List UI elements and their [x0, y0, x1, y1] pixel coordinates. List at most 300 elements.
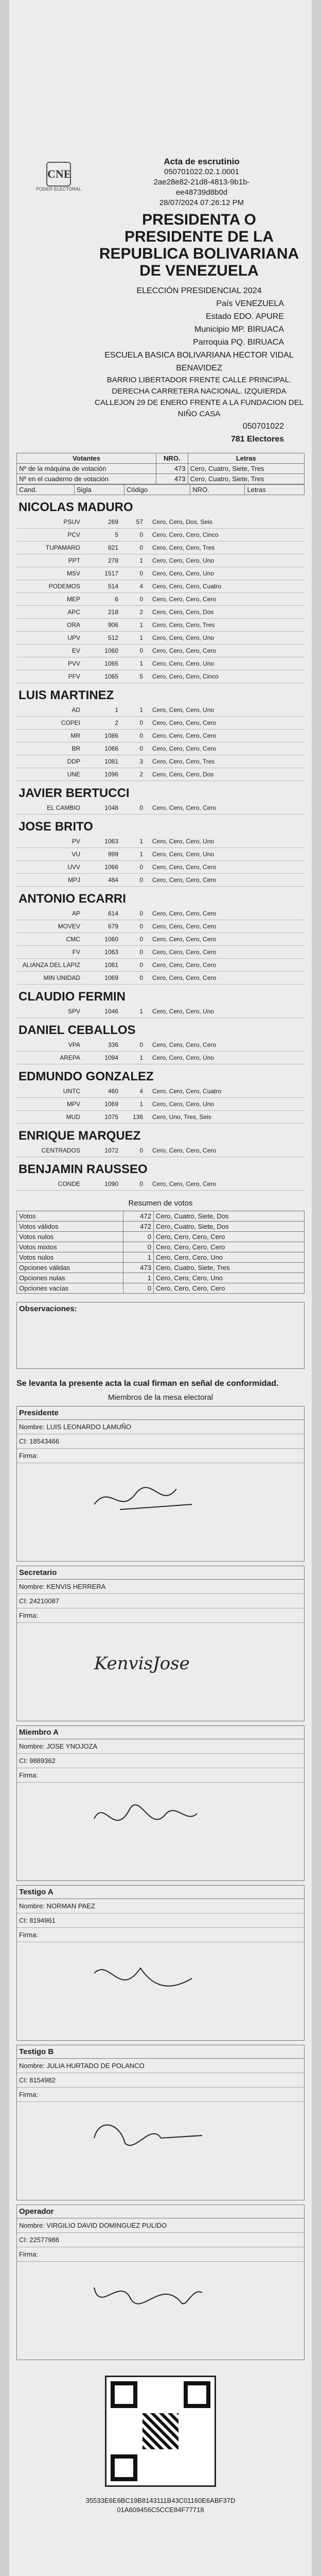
party-votes: 1	[120, 1005, 145, 1018]
party-votes: 0	[120, 1144, 145, 1157]
party-votes: 57	[120, 516, 145, 529]
party-votes-letters: Cero, Cero, Cero, Cero	[145, 972, 305, 985]
cell: 473	[156, 474, 188, 484]
party-sigla: TUPAMARO	[16, 541, 85, 554]
acta-info	[99, 157, 305, 208]
party-sigla: DDP	[16, 755, 85, 768]
party-votes: 1	[120, 554, 145, 567]
party-sigla: PODEMOS	[16, 580, 85, 593]
party-votes: 1	[120, 619, 145, 632]
signature-stroke	[94, 2287, 202, 2304]
cne-logo-caption: PODER ELECTORAL	[36, 187, 81, 192]
party-code: 1069	[85, 972, 120, 985]
party-votes: 0	[120, 933, 145, 946]
party-votes: 0	[120, 742, 145, 755]
cne-logo	[34, 162, 83, 198]
party-votes-letters: Cero, Cero, Cero, Cero	[145, 802, 305, 815]
summary-label: Votos nulos	[17, 1232, 123, 1242]
member-testigo-a	[16, 1885, 305, 2041]
party-code: 460	[85, 1085, 120, 1098]
party-code: 1075	[85, 1111, 120, 1124]
party-sigla: PPT	[16, 554, 85, 567]
candidate-block	[16, 1066, 305, 1124]
party-code: 269	[85, 516, 120, 529]
party-votes-letters: Cero, Cero, Cero, Cinco	[145, 670, 305, 683]
party-votes: 136	[120, 1111, 145, 1124]
party-votes-letters: Cero, Cero, Cero, Cero	[145, 920, 305, 933]
table-row	[17, 1242, 305, 1252]
party-votes-letters: Cero, Cero, Cero, Uno	[145, 1098, 305, 1111]
table-row	[16, 541, 305, 554]
summary-letters: Cero, Cero, Cero, Cero	[153, 1242, 304, 1252]
party-votes: 0	[120, 529, 145, 541]
footer-hash	[16, 2496, 305, 2515]
signature-stroke	[94, 1805, 197, 1820]
table-row	[16, 848, 305, 861]
party-votes-letters: Cero, Cero, Cero, Cinco	[145, 529, 305, 541]
candidate-party-table	[16, 835, 305, 887]
party-sigla: UNTC	[16, 1085, 85, 1098]
table-row	[17, 1263, 305, 1273]
party-votes-letters: Cero, Cero, Dos, Seis	[145, 516, 305, 529]
party-votes: 0	[120, 874, 145, 887]
member-nombre: Nombre: NORMAN PAEZ	[17, 1899, 304, 1913]
qr-code	[105, 2376, 216, 2487]
candidate-block	[16, 1159, 305, 1191]
summary-label: Votos	[17, 1211, 123, 1222]
party-code: 999	[85, 848, 120, 861]
table-row	[16, 959, 305, 972]
signature-icon	[89, 2112, 212, 2169]
party-sigla: VU	[16, 848, 85, 861]
party-votes-letters: Cero, Cero, Cero, Dos	[145, 606, 305, 619]
candidate-party-table	[16, 516, 305, 683]
party-code: 679	[85, 920, 120, 933]
party-sigla: APC	[16, 606, 85, 619]
table-row	[16, 946, 305, 959]
votes-summary-title: Resumen de votos	[128, 1199, 193, 1208]
party-votes: 4	[120, 580, 145, 593]
votes-summary-table	[16, 1211, 305, 1294]
voter-count: 781 Electores	[230, 435, 284, 444]
summary-number: 0	[123, 1232, 154, 1242]
candidate-block	[16, 1126, 305, 1157]
cell: Nº en el cuaderno de votación	[17, 474, 156, 484]
member-role: Secretario	[17, 1566, 304, 1580]
signature-icon	[89, 1953, 212, 2009]
member-ci: CI: 8194961	[17, 1913, 304, 1928]
party-sigla: PV	[16, 835, 85, 848]
party-sigla: EV	[16, 645, 85, 657]
party-votes: 0	[120, 1039, 145, 1052]
party-code: 218	[85, 606, 120, 619]
footer-hash-line: 35533E6E6BC19B8143111B43C01160E6ABF37D	[85, 2497, 236, 2504]
member-ci: CI: 24210087	[17, 1594, 304, 1608]
table-row	[16, 619, 305, 632]
table-row	[17, 1222, 305, 1232]
members-list	[16, 1406, 305, 2360]
member-firma: Firma:	[17, 1928, 304, 1942]
table-row	[16, 874, 305, 887]
summary-label: Opciones nulas	[17, 1273, 123, 1283]
member-role: Operador	[17, 2205, 304, 2218]
table-row	[16, 1111, 305, 1124]
party-votes-letters: Cero, Cero, Cero, Cero	[145, 874, 305, 887]
party-votes: 0	[120, 730, 145, 742]
party-sigla: ORA	[16, 619, 85, 632]
party-sigla: MOVEV	[16, 920, 85, 933]
summary-letters: Cero, Cuatro, Siete, Tres	[153, 1263, 304, 1273]
member-firma: Firma:	[17, 1768, 304, 1783]
party-votes-letters: Cero, Cero, Cero, Uno	[145, 632, 305, 645]
party-votes: 5	[120, 670, 145, 683]
party-sigla: BR	[16, 742, 85, 755]
municipality: Municipio MP. BIRUACA	[194, 325, 284, 334]
candidate-name: BENJAMIN RAUSSEO	[19, 1162, 148, 1176]
signature-stroke	[94, 2125, 202, 2146]
signature-icon	[89, 1633, 212, 1690]
cne-emblem: CNE	[46, 162, 71, 187]
table-row	[16, 835, 305, 848]
party-votes: 2	[120, 768, 145, 781]
party-code: 514	[85, 580, 120, 593]
member-role: Testigo B	[17, 2045, 304, 2059]
member-presidente	[16, 1406, 305, 1562]
candidate-name: LUIS MARTINEZ	[19, 688, 114, 702]
party-code: 1063	[85, 835, 120, 848]
party-votes-letters: Cero, Cero, Cero, Tres	[145, 541, 305, 554]
party-votes-letters: Cero, Cero, Cero, Tres	[145, 755, 305, 768]
party-votes-letters: Cero, Cero, Cero, Cero	[145, 1144, 305, 1157]
cell: Cero, Cuatro, Siete, Tres	[188, 474, 304, 484]
party-code: 906	[85, 619, 120, 632]
party-votes-letters: Cero, Cero, Cero, Cero	[145, 946, 305, 959]
party-votes: 0	[120, 920, 145, 933]
party-votes-letters: Cero, Cero, Cero, Cero	[145, 742, 305, 755]
summary-letters: Cero, Cuatro, Siete, Dos	[153, 1211, 304, 1222]
table-row	[16, 704, 305, 717]
party-sigla: UNE	[16, 768, 85, 781]
party-votes-letters: Cero, Cero, Cero, Cuatro	[145, 580, 305, 593]
party-votes-letters: Cero, Cero, Cero, Cero	[145, 933, 305, 946]
table-row	[16, 567, 305, 580]
cell: Cero, Cuatro, Siete, Tres	[188, 464, 304, 474]
party-votes-letters: Cero, Cero, Cero, Uno	[145, 1052, 305, 1064]
table-row	[17, 1211, 305, 1222]
signature-area	[17, 2102, 304, 2200]
party-code: 336	[85, 1039, 120, 1052]
table-row	[16, 632, 305, 645]
party-votes: 1	[120, 848, 145, 861]
party-votes-letters: Cero, Cero, Cero, Cero	[145, 717, 305, 730]
table-row	[16, 645, 305, 657]
party-votes-letters: Cero, Cero, Cero, Uno	[145, 567, 305, 580]
table-row	[16, 657, 305, 670]
candidate-party-table	[16, 1085, 305, 1124]
summary-letters: Cero, Cero, Cero, Uno	[153, 1252, 304, 1263]
party-code: 1066	[85, 861, 120, 874]
table-row	[16, 972, 305, 985]
party-sigla: MUD	[16, 1111, 85, 1124]
table-row	[16, 529, 305, 541]
party-sigla: FV	[16, 946, 85, 959]
acta-code: 050701022.02.1.0001	[164, 167, 239, 176]
party-code: 1066	[85, 742, 120, 755]
table-row	[16, 1039, 305, 1052]
candidate-party-table	[16, 704, 305, 781]
party-votes-letters: Cero, Cero, Cero, Uno	[145, 848, 305, 861]
candidate-block	[16, 497, 305, 683]
member-firma: Firma:	[17, 2247, 304, 2262]
party-sigla: PSUV	[16, 516, 85, 529]
member-ci: CI: 8154982	[17, 2073, 304, 2088]
table-row	[17, 1283, 305, 1294]
summary-letters: Cero, Cuatro, Siete, Dos	[153, 1222, 304, 1232]
summary-label: Votos nulos	[17, 1252, 123, 1263]
party-code: 1065	[85, 670, 120, 683]
table-row	[16, 933, 305, 946]
signature-area	[17, 1942, 304, 2040]
party-sigla: UPV	[16, 632, 85, 645]
party-votes-letters: Cero, Cero, Cero, Cero	[145, 907, 305, 920]
observations-box	[16, 1302, 305, 1369]
table-row	[16, 742, 305, 755]
party-votes: 0	[120, 802, 145, 815]
col-nro: NRO.	[190, 485, 245, 495]
acta-hash-2: ee48739d8b0d	[175, 188, 228, 197]
member-nombre: Nombre: JOSE YNOJOZA	[17, 1739, 304, 1754]
candidate-party-table	[16, 1178, 305, 1191]
col-letras: Letras	[245, 485, 305, 495]
party-sigla: AP	[16, 907, 85, 920]
table-row	[16, 580, 305, 593]
summary-label: Opciones válidas	[17, 1263, 123, 1273]
party-code: 1072	[85, 1144, 120, 1157]
candidate-block	[16, 817, 305, 887]
party-sigla: MPV	[16, 1098, 85, 1111]
member-ci: CI: 18543466	[17, 1434, 304, 1449]
summary-number: 473	[123, 1263, 154, 1273]
election-name: ELECCIÓN PRESIDENCIAL 2024	[136, 286, 262, 295]
parish: Parroquia PQ. BIRUACA	[193, 338, 284, 347]
party-sigla: COPEI	[16, 717, 85, 730]
member-testigo-b	[16, 2045, 305, 2200]
candidate-name: ENRIQUE MARQUEZ	[19, 1129, 141, 1143]
candidate-party-table	[16, 1005, 305, 1018]
party-votes-letters: Cero, Cero, Cero, Uno	[145, 657, 305, 670]
party-sigla: PFV	[16, 670, 85, 683]
col-codigo: Código	[124, 485, 190, 495]
party-sigla: MR	[16, 730, 85, 742]
party-votes: 0	[120, 972, 145, 985]
observations-label: Observaciones:	[19, 1304, 77, 1313]
party-votes-letters: Cero, Cero, Cero, Cero	[145, 730, 305, 742]
party-votes: 1	[120, 632, 145, 645]
member-nombre: Nombre: KENVIS HERRERA	[17, 1580, 304, 1594]
party-code: 278	[85, 554, 120, 567]
party-code: 1517	[85, 567, 120, 580]
party-sigla: MPJ	[16, 874, 85, 887]
candidate-block	[16, 685, 305, 781]
signature-icon	[89, 2272, 212, 2329]
party-votes-letters: Cero, Cero, Cero, Uno	[145, 704, 305, 717]
table-row	[16, 1052, 305, 1064]
member-firma: Firma:	[17, 2088, 304, 2102]
party-votes: 0	[120, 1178, 145, 1191]
table-row	[16, 670, 305, 683]
party-votes-letters: Cero, Cero, Cero, Cero	[145, 1039, 305, 1052]
party-sigla: AREPA	[16, 1052, 85, 1064]
table-row	[16, 861, 305, 874]
summary-number: 472	[123, 1211, 154, 1222]
party-code: 5	[85, 529, 120, 541]
party-votes-letters: Cero, Cero, Cero, Tres	[145, 619, 305, 632]
party-code: 1060	[85, 645, 120, 657]
col-letras: Letras	[188, 453, 304, 464]
party-votes: 0	[120, 645, 145, 657]
summary-number: 0	[123, 1242, 154, 1252]
member-nombre: Nombre: JULIA HURTADO DE POLANCO	[17, 2059, 304, 2073]
col-cand: Cand.	[17, 485, 75, 495]
table-row	[16, 516, 305, 529]
table-row	[16, 593, 305, 606]
member-nombre: Nombre: VIRGILIO DAVID DOMINGUEZ PULIDO	[17, 2218, 304, 2233]
qr-modules	[142, 2413, 179, 2449]
candidate-block	[16, 889, 305, 985]
col-sigla: Sigla	[74, 485, 124, 495]
party-sigla: CENTRADOS	[16, 1144, 85, 1157]
table-row	[16, 755, 305, 768]
candidate-name: EDMUNDO GONZALEZ	[19, 1070, 154, 1083]
table-row	[17, 1273, 305, 1283]
member-operador	[16, 2205, 305, 2360]
summary-letters: Cero, Cero, Cero, Cero	[153, 1283, 304, 1294]
signature-stroke	[94, 1487, 192, 1510]
table-row	[16, 1085, 305, 1098]
party-sigla: CMC	[16, 933, 85, 946]
party-votes: 0	[120, 907, 145, 920]
party-code: 1046	[85, 1005, 120, 1018]
qr-finder	[111, 2454, 137, 2481]
party-votes: 1	[120, 1052, 145, 1064]
party-votes: 0	[120, 567, 145, 580]
state: Estado EDO. APURE	[205, 312, 284, 321]
signature-icon	[89, 1473, 212, 1530]
member-secretario	[16, 1566, 305, 1721]
party-sigla: MSV	[16, 567, 85, 580]
party-code: 1069	[85, 1098, 120, 1111]
candidate-party-table	[16, 1144, 305, 1157]
summary-label: Opciones vacías	[17, 1283, 123, 1294]
acta-title: Acta de escrutinio	[164, 157, 240, 166]
member-role: Testigo A	[17, 1886, 304, 1899]
acta-hash-1: 2ae28e82-21d8-4813-9b1b-	[153, 178, 250, 187]
members-title: Miembros de la mesa electoral	[108, 1393, 213, 1402]
cell: 473	[156, 464, 188, 474]
signature-area	[17, 1463, 304, 1561]
table-row	[16, 1098, 305, 1111]
party-code: 1096	[85, 768, 120, 781]
party-code: 821	[85, 541, 120, 554]
party-votes: 1	[120, 835, 145, 848]
party-code: 614	[85, 907, 120, 920]
party-sigla: ALIANZA DEL LAPIZ	[16, 959, 85, 972]
party-code: 1065	[85, 657, 120, 670]
party-votes: 4	[120, 1085, 145, 1098]
summary-letters: Cero, Cero, Cero, Uno	[153, 1273, 304, 1283]
party-sigla: EL CAMBIO	[16, 802, 85, 815]
party-votes-letters: Cero, Uno, Tres, Seis	[145, 1111, 305, 1124]
table-row	[17, 464, 305, 474]
party-code: 1060	[85, 933, 120, 946]
party-code: 484	[85, 874, 120, 887]
qr-finder	[184, 2381, 210, 2408]
party-code: 1090	[85, 1178, 120, 1191]
table-row	[16, 717, 305, 730]
summary-number: 472	[123, 1222, 154, 1232]
party-votes-letters: Cero, Cero, Cero, Cero	[145, 645, 305, 657]
candidate-party-table	[16, 1039, 305, 1064]
party-sigla: AD	[16, 704, 85, 717]
voting-center-address: BARRIO LIBERTADOR FRENTE CALLE PRINCIPAL. DERECHA CARRETERA NACIONAL. IZQUIERDA CALLEJON 29 DE ENERO FRENTE A LA FUNDACION DEL NIÑO CASA	[95, 376, 304, 418]
party-sigla: SPV	[16, 1005, 85, 1018]
candidate-block	[16, 1020, 305, 1064]
party-code: 512	[85, 632, 120, 645]
party-sigla: PVV	[16, 657, 85, 670]
party-code: 6	[85, 593, 120, 606]
page-title: PRESIDENTA O PRESIDENTE DE LA REPUBLICA BOLIVARIANA DE VENEZUELA	[99, 211, 299, 279]
party-code: 2	[85, 717, 120, 730]
member-miembro-a	[16, 1725, 305, 1881]
party-sigla: MEP	[16, 593, 85, 606]
member-firma: Firma:	[17, 1449, 304, 1463]
candidate-name: CLAUDIO FERMIN	[19, 990, 126, 1004]
member-ci: CI: 9889362	[17, 1754, 304, 1768]
conformity-note: Se levanta la presente acta la cual firman en señal de conformidad.	[16, 1379, 279, 1388]
party-votes: 1	[120, 704, 145, 717]
candidate-name: NICOLAS MADURO	[19, 500, 133, 514]
signature-area	[17, 1623, 304, 1721]
signature-area	[17, 2262, 304, 2360]
table-row	[17, 1232, 305, 1242]
candidates-list	[16, 497, 305, 1191]
member-firma: Firma:	[17, 1608, 304, 1623]
party-votes-letters: Cero, Cero, Cero, Uno	[145, 1005, 305, 1018]
party-votes: 0	[120, 861, 145, 874]
table-row	[16, 1178, 305, 1191]
party-votes-letters: Cero, Cero, Cero, Dos	[145, 768, 305, 781]
qr-finder	[111, 2381, 137, 2408]
party-votes-letters: Cero, Cero, Cero, Cuatro	[145, 1085, 305, 1098]
candidate-name: ANTONIO ECARRI	[19, 892, 126, 906]
party-votes: 2	[120, 606, 145, 619]
member-ci: CI: 22577986	[17, 2233, 304, 2247]
party-sigla: PCV	[16, 529, 85, 541]
party-votes-letters: Cero, Cero, Cero, Uno	[145, 835, 305, 848]
party-code: 1094	[85, 1052, 120, 1064]
summary-label: Votos válidos	[17, 1222, 123, 1232]
table-row	[16, 606, 305, 619]
party-votes-letters: Cero, Cero, Cero, Uno	[145, 554, 305, 567]
country: País VENEZUELA	[216, 299, 284, 308]
candidate-name: JAVIER BERTUCCI	[19, 786, 130, 800]
acta-document	[9, 0, 312, 2576]
center-code: 050701022	[242, 422, 284, 431]
party-votes-letters: Cero, Cero, Cero, Cero	[145, 1178, 305, 1191]
member-role: Presidente	[17, 1406, 304, 1420]
member-nombre: Nombre: LUIS LEONARDO LAMUÑO	[17, 1420, 304, 1434]
signature-icon	[89, 1793, 212, 1850]
